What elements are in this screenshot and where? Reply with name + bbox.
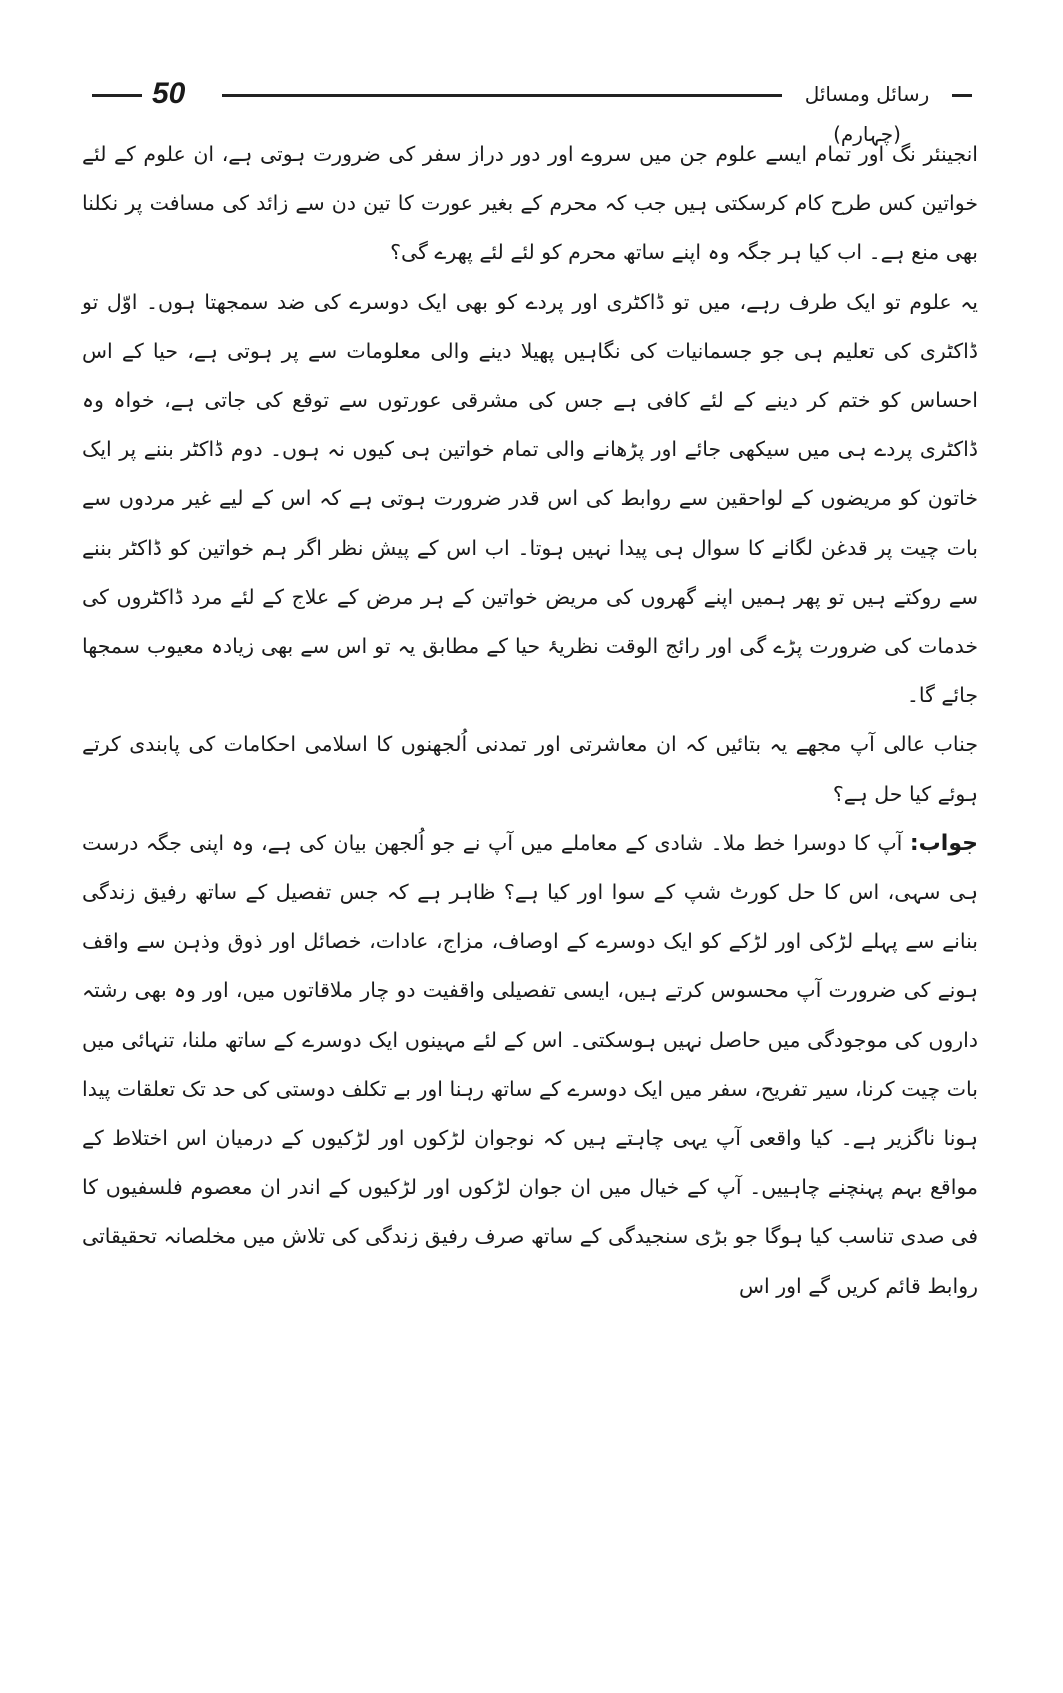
answer-text: آپ کا دوسرا خط ملا۔ شادی کے معاملے میں آپ نے جو اُلجھن بیان کی ہے، وہ اپنی جگہ درست ہی سہی، اس کا حل کورٹ شپ کے سوا اور کیا ہے؟ ظاہر ہے کہ جس تفصیل کے ساتھ رفیق زندگی بنانے سے پہلے لڑکی اور لڑکے کو ایک دوسرے کے اوصاف، مزاج، عادات، خصائل اور ذوق وذہن سے واقف ہونے کی ضرورت آپ محسوس کرتے ہیں، ایسی تفصیلی واقفیت دو چار ملاقاتوں میں، اور وہ بھی رشتہ داروں کی موجودگی میں حاصل نہیں ہوسکتی۔ اس کے لئے مہینوں ایک دوسرے کے ساتھ ملنا، تنہائی میں بات چیت کرنا، سیر تفریح، سفر میں ایک دوسرے کے ساتھ رہنا اور بے تکلف دوستی کی حد تک تعلقات پیدا ہونا ناگزیر ہے۔ کیا واقعی آپ یہی چاہتے ہیں کہ نوجوان لڑکوں اور لڑکیوں کے درمیان اس اختلاط کے مواقع بہم پہنچنے چاہییں۔ آپ کے خیال میں ان جوان لڑکوں اور لڑکیوں کے اندر ان معصوم فلسفیوں کا فی صدی تناسب کیا ہوگا جو بڑی سنجیدگی کے ساتھ صرف رفیق زندگی کی تلاش میں مخلصانہ تحقیقاتی روابط قائم کریں گے اور اس (82, 830, 979, 1298)
paragraph-answer (82, 819, 978, 1311)
running-title: رسائل ومسائل (چہارم) (804, 82, 930, 146)
paragraph-question-part-2: یہ علوم تو ایک طرف رہے، میں تو ڈاکٹری اور پردے کو بھی ایک دوسرے کی ضد سمجھتا ہوں۔ اوّل تو ڈاکٹری کی تعلیم ہی جو جسمانیات کی نگاہیں پھیلا دینے والی معلومات سے پر ہوتی ہے، حیا کے اس احساس کو ختم کر دینے کے لئے کافی ہے جس کی مشرقی عورتوں سے توقع کی جاتی ہے، خواہ وہ ڈاکٹری پردے ہی میں سیکھی جائے اور پڑھانے والی تمام خواتین ہی کیوں نہ ہوں۔ دوم ڈاکٹر بننے پر ایک خاتون کو مریضوں کے لواحقین سے روابط کی اس قدر ضرورت ہوتی ہے کہ اس کے لیے غیر مردوں سے بات چیت پر قدغن لگانے کا سوال ہی پیدا نہیں ہوتا۔ اب اس کے پیش نظر اگر ہم خواتین کو ڈاکٹر بننے سے روکتے ہیں تو پھر ہمیں اپنے گھروں کی مریض خواتین کے ہر مرض کے علاج کے لئے مرد ڈاکٹروں کی خدمات کی ضرورت پڑے گی اور رائج الوقت نظریۂ حیا کے مطابق یہ تو اس سے بھی زیادہ معیوب سمجھا جائے گا۔ (82, 289, 978, 708)
page-header (92, 74, 972, 146)
paragraph-question-part-1: انجینئر نگ اور تمام ایسے علوم جن میں سروے اور دور دراز سفر کی ضرورت ہوتی ہے، ان علوم کے لئے خواتین کس طرح کام کرسکتی ہیں جب کہ محرم کے بغیر عورت کا تین دن سے زائد کی مسافت پر نکلنا بھی منع ہے۔ اب کیا ہر جگہ وہ اپنے ساتھ محرم کو لئے لئے پھرے گی؟ (82, 142, 978, 265)
header-rule-middle (222, 94, 782, 97)
page-number: 50 (152, 77, 186, 110)
header-rule-left (92, 94, 142, 97)
header-rule-right (952, 94, 972, 97)
paragraph-question-part-3: جناب عالی آپ مجھے یہ بتائیں کہ ان معاشرتی اور تمدنی اُلجھنوں کا اسلامی احکامات کی پابندی کرتے ہوئے کیا حل ہے؟ (82, 732, 978, 806)
body-text (82, 130, 978, 1311)
answer-label: جواب: (909, 830, 978, 856)
